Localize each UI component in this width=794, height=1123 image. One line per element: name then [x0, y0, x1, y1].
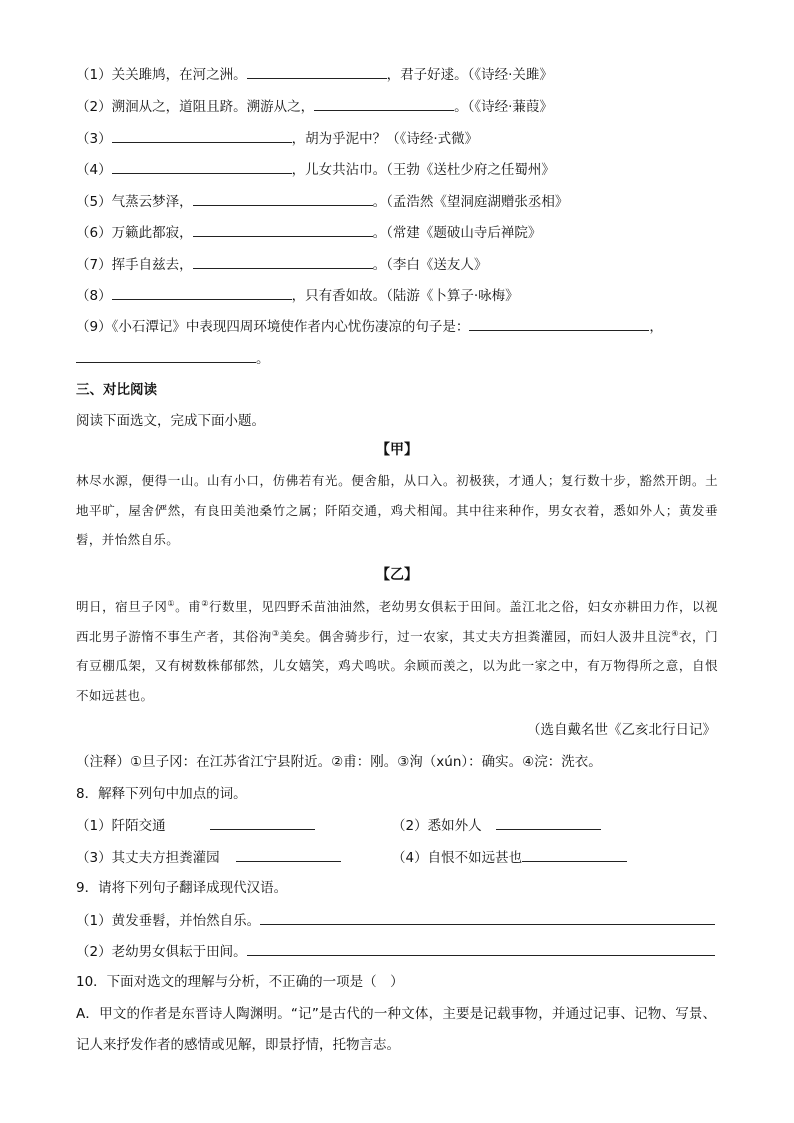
- section-heading: 三、对比阅读: [76, 382, 157, 398]
- footnote-ref: ①: [167, 598, 176, 608]
- poem-item-7: （7）挥手自兹去， 。（李白《送友人》: [76, 254, 487, 275]
- answer-blank[interactable]: [193, 222, 373, 237]
- answer-blank[interactable]: [314, 96, 454, 111]
- passage-jia-label: 【甲】: [376, 442, 418, 458]
- poem-item-9: （9）《小石潭记》中表现四周环境使作者内心忧伤凄凉的句子是： ，: [76, 316, 663, 337]
- poem-item-5: （5）气蒸云梦泽， 。（孟浩然《望洞庭湖赠张丞相》: [76, 191, 568, 212]
- answer-blank[interactable]: [112, 128, 292, 143]
- passage-source: （选自戴名世《乙亥北行日记》: [527, 722, 716, 738]
- q9-item-2: （2）老幼男女俱耘于田间。: [76, 941, 715, 962]
- footnote-ref: ②: [201, 598, 209, 608]
- q8-item-4: （4）自恨不如远甚也: [392, 847, 627, 868]
- answer-blank[interactable]: [247, 64, 387, 79]
- answer-blank[interactable]: [193, 254, 373, 269]
- answer-blank[interactable]: [247, 941, 715, 956]
- footnote-ref: ③: [271, 628, 280, 638]
- passage-yi-label: 【乙】: [376, 567, 418, 583]
- answer-blank[interactable]: [112, 285, 292, 300]
- poem-item-3: （3） ，胡为乎泥中？（《诗经·式微》: [76, 128, 478, 149]
- passage-yi-text: 明日，宿旦子冈①。甫②行数里，见四野禾苗油油然，老幼男女俱耘于田间。盖江北之俗，妇女亦耕田力作，以视西北男子游惰不事生产者，其俗洵③美矣。偶舍骑步行，过一农家，其丈夫方担粪灌园，而妇人汲井且浣④衣，门有豆棚瓜架，又有树数株郁郁然，儿女嬉笑，鸡犬鸣吠。余顾而羡之，以为此一家之中，有万物得所之意，自恨不如远甚也。: [76, 598, 718, 703]
- poem-item-2: （2）溯洄从之，道阻且跻。溯游从之， 。（《诗经·蒹葭》: [76, 96, 553, 117]
- poem-item-4: （4） ，儿女共沾巾。（王勃《送杜少府之任蜀州》: [76, 159, 555, 180]
- poem-item-9-cont: 。: [76, 348, 270, 369]
- annotation-notes: （注释）①旦子冈：在江苏省江宁县附近。②甫：刚。③洵（xún）：确实。④浣：洗衣。: [76, 754, 602, 770]
- q8-item-2: （2）悉如外人: [392, 815, 601, 836]
- q8-item-1: （1）阡陌交通: [76, 815, 315, 836]
- passage-jia-text: 林尽水源，便得一山。山有小口，仿佛若有光。便舍船，从口入。初极狭，才通人；复行数十步，豁然开朗。土地平旷，屋舍俨然，有良田美池桑竹之属；阡陌交通，鸡犬相闻。其中往来种作，男女衣着，悉如外人；黄发垂髫，并怡然自乐。: [76, 473, 718, 547]
- footnote-ref: ④: [671, 628, 679, 638]
- answer-blank[interactable]: [210, 815, 315, 830]
- answer-blank[interactable]: [112, 159, 292, 174]
- answer-blank[interactable]: [469, 316, 649, 331]
- section-instruction: 阅读下面选文，完成下面小题。: [76, 413, 265, 429]
- poem-item-6: （6）万籁此都寂， 。（常建《题破山寺后禅院》: [76, 222, 541, 243]
- answer-blank[interactable]: [522, 847, 627, 862]
- q8-item-3: （3）其丈夫方担粪灌园: [76, 847, 341, 868]
- answer-blank[interactable]: [236, 847, 341, 862]
- q9-item-1: （1）黄发垂髫，并怡然自乐。: [76, 910, 715, 931]
- answer-blank[interactable]: [193, 191, 373, 206]
- answer-blank[interactable]: [260, 910, 715, 925]
- poem-item-1: （1）关关雎鸠，在河之洲。 ，君子好逑。（《诗经·关雎》: [76, 64, 553, 85]
- q10-option-a-line1: A．甲文的作者是东晋诗人陶渊明。“记”是古代的一种文体，主要是记载事物，并通过记事、记物、写景、: [76, 1006, 717, 1022]
- question-8-title: 8．解释下列句中加点的词。: [76, 786, 247, 802]
- answer-blank[interactable]: [76, 348, 256, 363]
- poem-item-8: （8） ，只有香如故。（陆游《卜算子·咏梅》: [76, 285, 519, 306]
- q10-option-a-line2: 记人来抒发作者的感情或见解，即景抒情，托物言志。: [76, 1037, 400, 1053]
- question-9-title: 9．请将下列句子翻译成现代汉语。: [76, 880, 288, 896]
- question-10-title: 10．下面对选文的理解与分析，不正确的一项是（ ）: [76, 974, 404, 990]
- answer-blank[interactable]: [496, 815, 601, 830]
